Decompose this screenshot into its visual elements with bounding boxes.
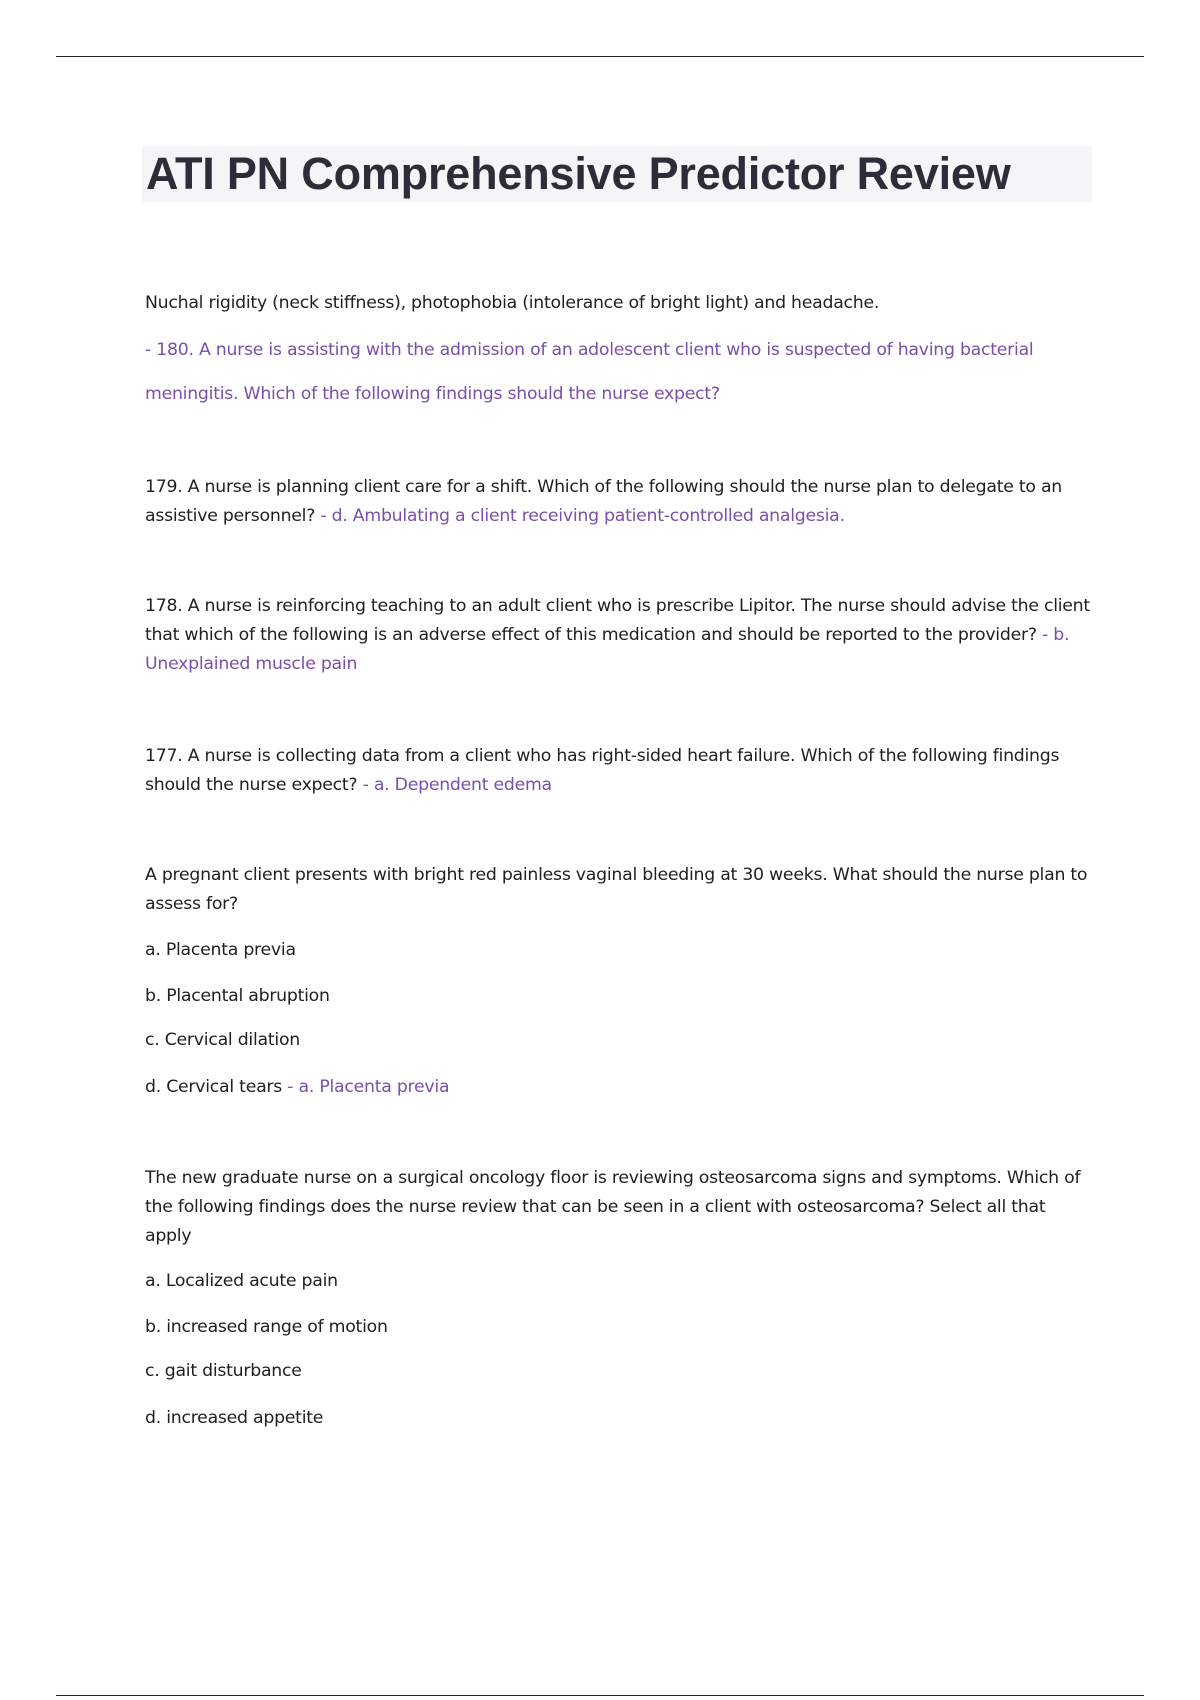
osteosarcoma-option-d: d. increased appetite xyxy=(145,1408,324,1428)
title-banner xyxy=(142,146,1092,202)
bottom-rule xyxy=(56,1695,1144,1696)
placenta-option-d-text: d. Cervical tears xyxy=(145,1077,283,1097)
page-title: ATI PN Comprehensive Predictor Review xyxy=(146,148,1011,199)
placenta-option-b: b. Placental abruption xyxy=(145,986,330,1006)
item-178-question: 178. A nurse is reinforcing teaching to an adult client who is prescribe Lipitor. The nurse should advise the client that which of the following is an adverse effect of this medication and should be reported to the provider? xyxy=(145,596,1090,645)
placenta-option-d xyxy=(145,1073,449,1102)
item-178-answer: - b. Unexplained muscle pain xyxy=(145,625,1070,674)
placenta-option-a: a. Placenta previa xyxy=(145,940,296,960)
item-179 xyxy=(145,473,1090,531)
osteosarcoma-option-b: b. increased range of motion xyxy=(145,1317,388,1337)
item-180-question xyxy=(145,328,1090,416)
placenta-question-text: A pregnant client presents with bright red painless vaginal bleeding at 30 weeks. What should the nurse plan to assess for? xyxy=(145,865,1088,914)
placenta-question xyxy=(145,861,1090,919)
item-180-question-text: - 180. A nurse is assisting with the admission of an adolescent client who is suspected of having bacterial meningitis. Which of the following findings should the nurse expect? xyxy=(145,340,1034,404)
item-177 xyxy=(145,742,1090,800)
item-180-prefix xyxy=(145,289,1090,318)
placenta-answer: - a. Placenta previa xyxy=(282,1077,450,1097)
osteosarcoma-option-a: a. Localized acute pain xyxy=(145,1271,338,1291)
item-177-answer: - a. Dependent edema xyxy=(357,775,552,795)
placenta-option-c: c. Cervical dilation xyxy=(145,1030,300,1050)
item-177-question: 177. A nurse is collecting data from a client who has right-sided heart failure. Which of the following findings should the nurse expect? xyxy=(145,746,1060,795)
item-180-prefix-text: Nuchal rigidity (neck stiffness), photophobia (intolerance of bright light) and headache. xyxy=(145,293,880,313)
item-179-answer: - d. Ambulating a client receiving patient-controlled analgesia. xyxy=(315,506,845,526)
top-rule xyxy=(56,56,1144,57)
item-178 xyxy=(145,592,1090,679)
item-179-question: 179. A nurse is planning client care for a shift. Which of the following should the nurse plan to delegate to an assistive personnel? xyxy=(145,477,1062,526)
osteosarcoma-question-text: The new graduate nurse on a surgical oncology floor is reviewing osteosarcoma signs and symptoms. Which of the following findings does the nurse review that can be seen in a client with osteosarcoma? Select all that apply xyxy=(145,1168,1081,1246)
osteosarcoma-question xyxy=(145,1164,1090,1251)
osteosarcoma-option-c: c. gait disturbance xyxy=(145,1361,302,1381)
